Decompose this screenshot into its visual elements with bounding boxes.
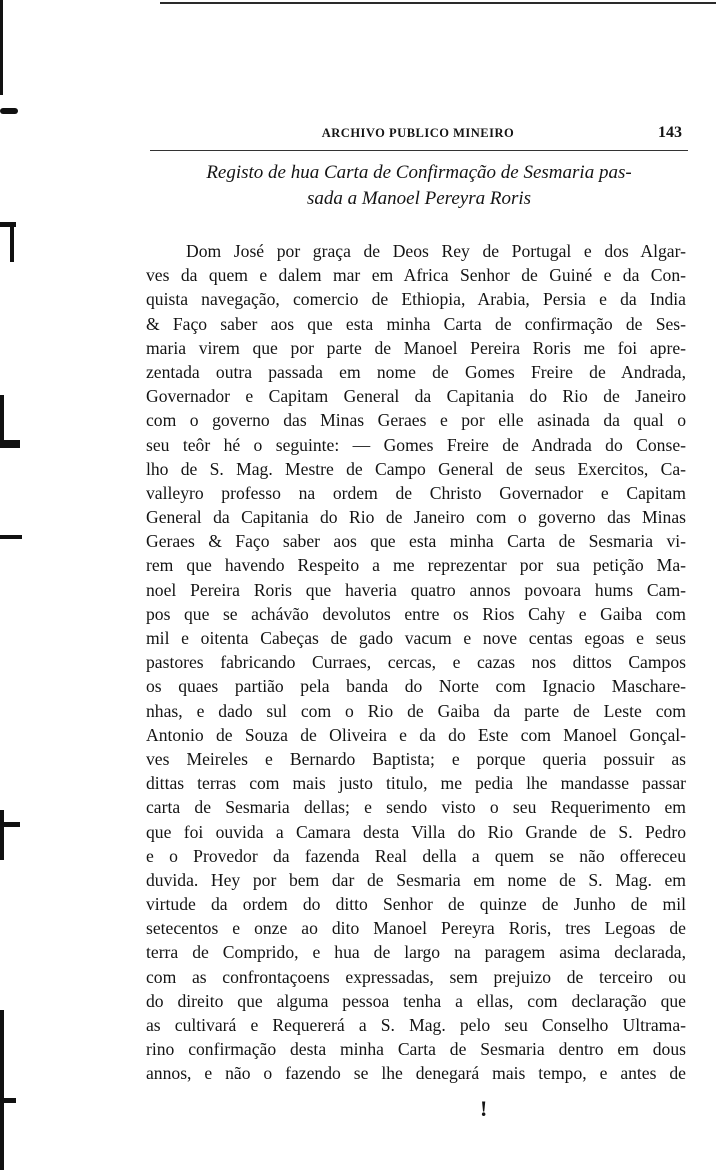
body-line: lho de S. Mag. Mestre de Campo General de seus Exercitos, Ca- — [146, 458, 686, 479]
body-line: setecentos e onze ao dito Manoel Pereyra Roris, tres Legoas de — [146, 918, 686, 939]
body-line: que foi ouvida a Camara desta Villa do Rio Grande de S. Pedro — [146, 821, 686, 842]
document-title — [146, 160, 692, 212]
body-text — [146, 239, 686, 1086]
body-line: os quaes partião pela banda do Norte com Ignacio Maschare- — [146, 676, 686, 697]
edge-mark — [0, 1098, 16, 1103]
body-line: terra de Comprido, e hua de largo na paragem asima declarada, — [146, 942, 686, 963]
body-line: rino confirmação desta minha Carta de Sesmaria dentro em dous — [146, 1039, 686, 1060]
body-line: ves Meireles e Bernardo Baptista; e porque queria possuir as — [146, 748, 686, 769]
top-edge-rule — [160, 2, 716, 4]
body-line: pastores fabricando Curraes, cercas, e cazas nos dittos Campos — [146, 652, 686, 673]
body-line: maria virem que por parte de Manoel Pereira Roris me foi apre- — [146, 337, 686, 358]
edge-mark — [0, 108, 18, 114]
edge-mark — [0, 822, 20, 827]
footer-mark: ! — [480, 1096, 488, 1121]
header-rule — [150, 150, 688, 151]
body-line: annos, e não o fazendo se lhe denegará mais tempo, e antes de — [146, 1063, 686, 1084]
running-head — [150, 124, 686, 146]
title-line: Registo de hua Carta de Confirmação de Sesmaria pas- — [206, 162, 632, 183]
body-line: carta de Sesmaria dellas; e sendo visto o seu Requerimento em — [146, 797, 686, 818]
body-line: seu teôr hé o seguinte: — Gomes Freire de Andrada do Conse- — [146, 434, 686, 455]
body-line: e o Provedor da fazenda Real della a quem se não offereceu — [146, 845, 686, 866]
edge-mark — [0, 810, 4, 860]
edge-mark — [0, 535, 22, 539]
body-line: Governador e Capitam General da Capitania do Rio de Janeiro — [146, 386, 686, 407]
binding-edge — [0, 0, 4, 1170]
body-line: quista navegação, comercio de Ethiopia, Arabia, Persia e da India — [146, 289, 686, 310]
body-line: Antonio de Souza de Oliveira e da do Este com Manoel Gonçal- — [146, 724, 686, 745]
body-line: noel Pereira Roris que haveria quatro annos povoara hums Cam- — [146, 579, 686, 600]
body-line: dittas terras com mais justo titulo, me pedia lhe mandasse passar — [146, 773, 686, 794]
body-line: do direito que alguma pessoa tenha a ellas, com declaração que — [146, 990, 686, 1011]
body-line: nhas, e dado sul com o Rio de Gaiba da parte de Leste com — [146, 700, 686, 721]
page-number: 143 — [658, 124, 682, 141]
edge-mark — [0, 440, 20, 448]
body-line: & Faço saber aos que esta minha Carta de confirmação de Ses- — [146, 313, 686, 334]
body-line: virtude da ordem do ditto Senhor de quinze de Junho de mil — [146, 894, 686, 915]
edge-mark — [10, 222, 14, 262]
body-line: General da Capitania do Rio de Janeiro com o governo das Minas — [146, 507, 686, 528]
body-line: com as confrontaçoens expressadas, sem prejuizo de terceiro ou — [146, 966, 686, 987]
body-line: pos que se achávão devolutos entre os Rios Cahy e Gaiba com — [146, 603, 686, 624]
body-line: as cultivará e Requererá a S. Mag. pelo seu Conselho Ultrama- — [146, 1015, 686, 1035]
running-title: ARCHIVO PUBLICO MINEIRO — [321, 126, 515, 140]
edge-mark — [0, 395, 4, 445]
body-line: duvida. Hey por bem dar de Sesmaria em nome de S. Mag. em — [146, 869, 686, 890]
body-line: rem que havendo Respeito a me reprezentar por sua petição Ma- — [146, 555, 686, 576]
body-line: ves da quem e dalem mar em Africa Senhor de Guiné e da Con- — [146, 265, 686, 286]
edge-mark — [0, 0, 3, 95]
title-line: sada a Manoel Pereyra Roris — [306, 188, 532, 209]
body-line: mil e oitenta Cabeças de gado vacum e nove centas egoas e seus — [146, 628, 686, 648]
body-line: Geraes & Faço saber aos que esta minha Carta de Sesmaria vi- — [146, 531, 686, 552]
body-line: Dom José por graça de Deos Rey de Portugal e dos Algar- — [186, 241, 686, 261]
body-line: com o governo das Minas Geraes e por elle asinada da qual o — [146, 410, 686, 431]
edge-mark — [0, 1010, 4, 1170]
body-line: zentada outra passada em nome de Gomes Freire de Andrada, — [146, 361, 686, 382]
body-line: valleyro professo na ordem de Christo Governador e Capitam — [146, 482, 686, 503]
